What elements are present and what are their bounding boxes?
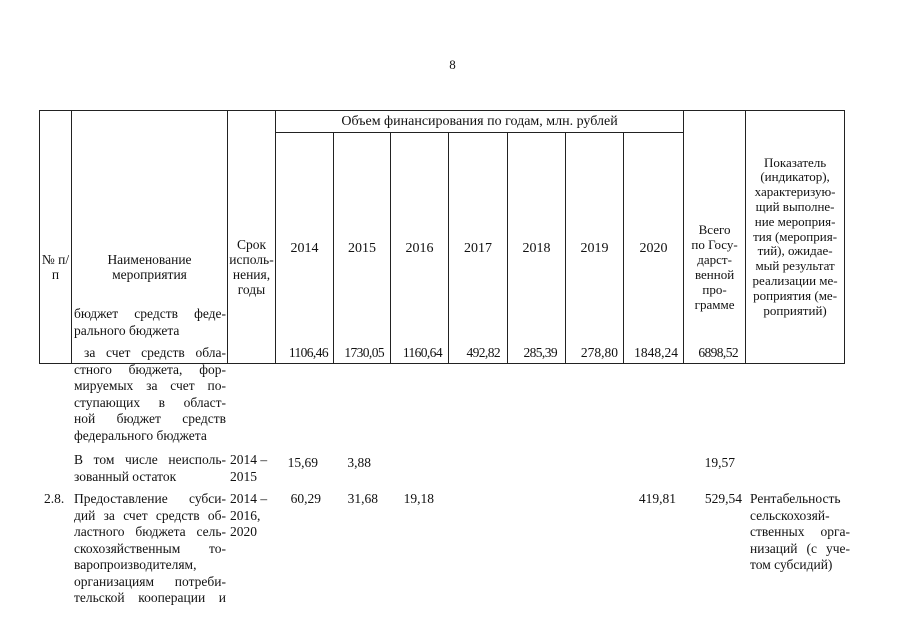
year-2020: 2020 (624, 133, 684, 364)
year-2016: 2016 (391, 133, 449, 364)
row1-name-l1: рального бюджета (74, 322, 180, 338)
ind-l1: (индикатор), (760, 169, 830, 185)
ind-l8: реализации ме- (752, 272, 838, 288)
term-l3: годы (237, 282, 266, 297)
row4-name-l5: организациям потреби- (74, 573, 226, 589)
year-2018: 2018 (508, 133, 566, 364)
row2-val-2014: 1106,46 (288, 345, 328, 360)
row4-name (74, 491, 226, 607)
row4-name-l1: дий за счет средств об- (74, 507, 226, 523)
ind-l5: тия (мероприя- (753, 228, 838, 244)
row1-name-l0: бюджет средств феде- (74, 306, 226, 321)
ind-l10: роприятий) (763, 302, 827, 318)
row4-ind-l4: том субсидий) (750, 557, 833, 572)
row4-ind-l1: сельскохозяй- (750, 507, 830, 523)
ind-l2: характеризую- (754, 184, 836, 200)
row4-term-l1: 2016, (230, 507, 261, 523)
funding-title: Объем финансирования по годам, млн. рублей (276, 111, 684, 133)
term-l0: Срок (236, 237, 267, 252)
ind-l4: ние мероприя- (754, 213, 836, 229)
page-number: 8 (449, 57, 456, 72)
year-2014: 2014 (276, 133, 334, 364)
row2-name-l1: стного бюджета, фор- (74, 361, 226, 377)
row3-name-l0: В том числе неисполь- (74, 452, 226, 467)
row3-term (230, 452, 276, 485)
row2-val-2018: 285,39 (523, 345, 557, 360)
row4-val-2016: 19,18 (403, 491, 434, 506)
row2-name-l3: ступающих в област- (74, 394, 226, 410)
row4-ind-l2: ственных орга- (750, 524, 850, 539)
term-l1: исполь- (229, 252, 274, 267)
row3-term-l0: 2014 – (230, 452, 268, 467)
ind-l9: роприятия (ме- (753, 287, 838, 303)
row2-val-total: 6898,52 (698, 345, 738, 360)
row2-name-rest (74, 362, 226, 445)
row2-val-2020: 1848,24 (634, 345, 678, 360)
ind-l6: тий), ожидае- (757, 243, 833, 259)
row2-name-l5: федерального бюджета (74, 427, 207, 443)
ind-l0: Показатель (763, 154, 827, 170)
row4-val-2015: 31,68 (347, 491, 378, 506)
total-l3: венной (694, 267, 735, 282)
year-2019: 2019 (566, 133, 624, 364)
row4-ind-l3: низаций (с уче- (750, 540, 850, 556)
total-l1: по Госу- (691, 237, 738, 252)
col-num-header: № п/п (40, 111, 72, 364)
total-l5: грамме (694, 297, 735, 312)
row3-name (74, 452, 226, 485)
row4-name-l4: варопроизводителям, (74, 557, 197, 572)
total-l2: дарст- (697, 252, 732, 267)
row3-val-2015: 3,88 (347, 455, 371, 470)
row4-name-l6: тельской кооперации и (74, 590, 226, 605)
row4-val-2020: 419,81 (638, 491, 676, 506)
row3-val-2014: 15,69 (287, 455, 318, 470)
row4-val-total: 529,54 (704, 491, 742, 506)
row4-val-2014: 60,29 (290, 491, 321, 506)
row4-indicator (750, 491, 850, 574)
year-2015: 2015 (334, 133, 391, 364)
total-l4: про- (702, 282, 727, 297)
row4-ind-l0: Рентабельность (750, 491, 841, 506)
row4-term-l0: 2014 – (230, 491, 268, 506)
row3-term-l1: 2015 (230, 468, 257, 484)
ind-l3: щий выполне- (755, 199, 835, 214)
term-l2: нения, (232, 267, 271, 282)
row3-name-l1: зованный остаток (74, 468, 177, 484)
row2-val-2015: 1730,05 (344, 345, 384, 360)
row4-name-l3: скохозяйственным то- (74, 540, 226, 556)
row4-name-l2: ластного бюджета сель- (74, 524, 226, 539)
row2-val-2017: 492,82 (466, 345, 500, 360)
row2-val-2016: 1160,64 (402, 345, 442, 360)
row4-num: 2.8. (44, 491, 65, 506)
col-name-label: Наименование мероприятия (107, 252, 192, 282)
year-2017: 2017 (449, 133, 508, 364)
row2-name-l4: ной бюджет средств (74, 411, 226, 426)
row2-name (84, 345, 226, 362)
row2-val-2019: 278,80 (580, 345, 618, 360)
row2-name-l0: за счет средств обла- (84, 345, 226, 360)
row4-term (230, 491, 276, 541)
total-l0: Всего (698, 222, 731, 237)
row4-name-l0: Предоставление субси- (74, 491, 226, 506)
row2-name-l2: мируемых за счет по- (74, 378, 226, 393)
row3-val-total: 19,57 (704, 455, 735, 470)
row1-name (74, 306, 226, 339)
ind-l7: мый результат (755, 258, 835, 274)
row4-term-l2: 2020 (230, 524, 257, 539)
